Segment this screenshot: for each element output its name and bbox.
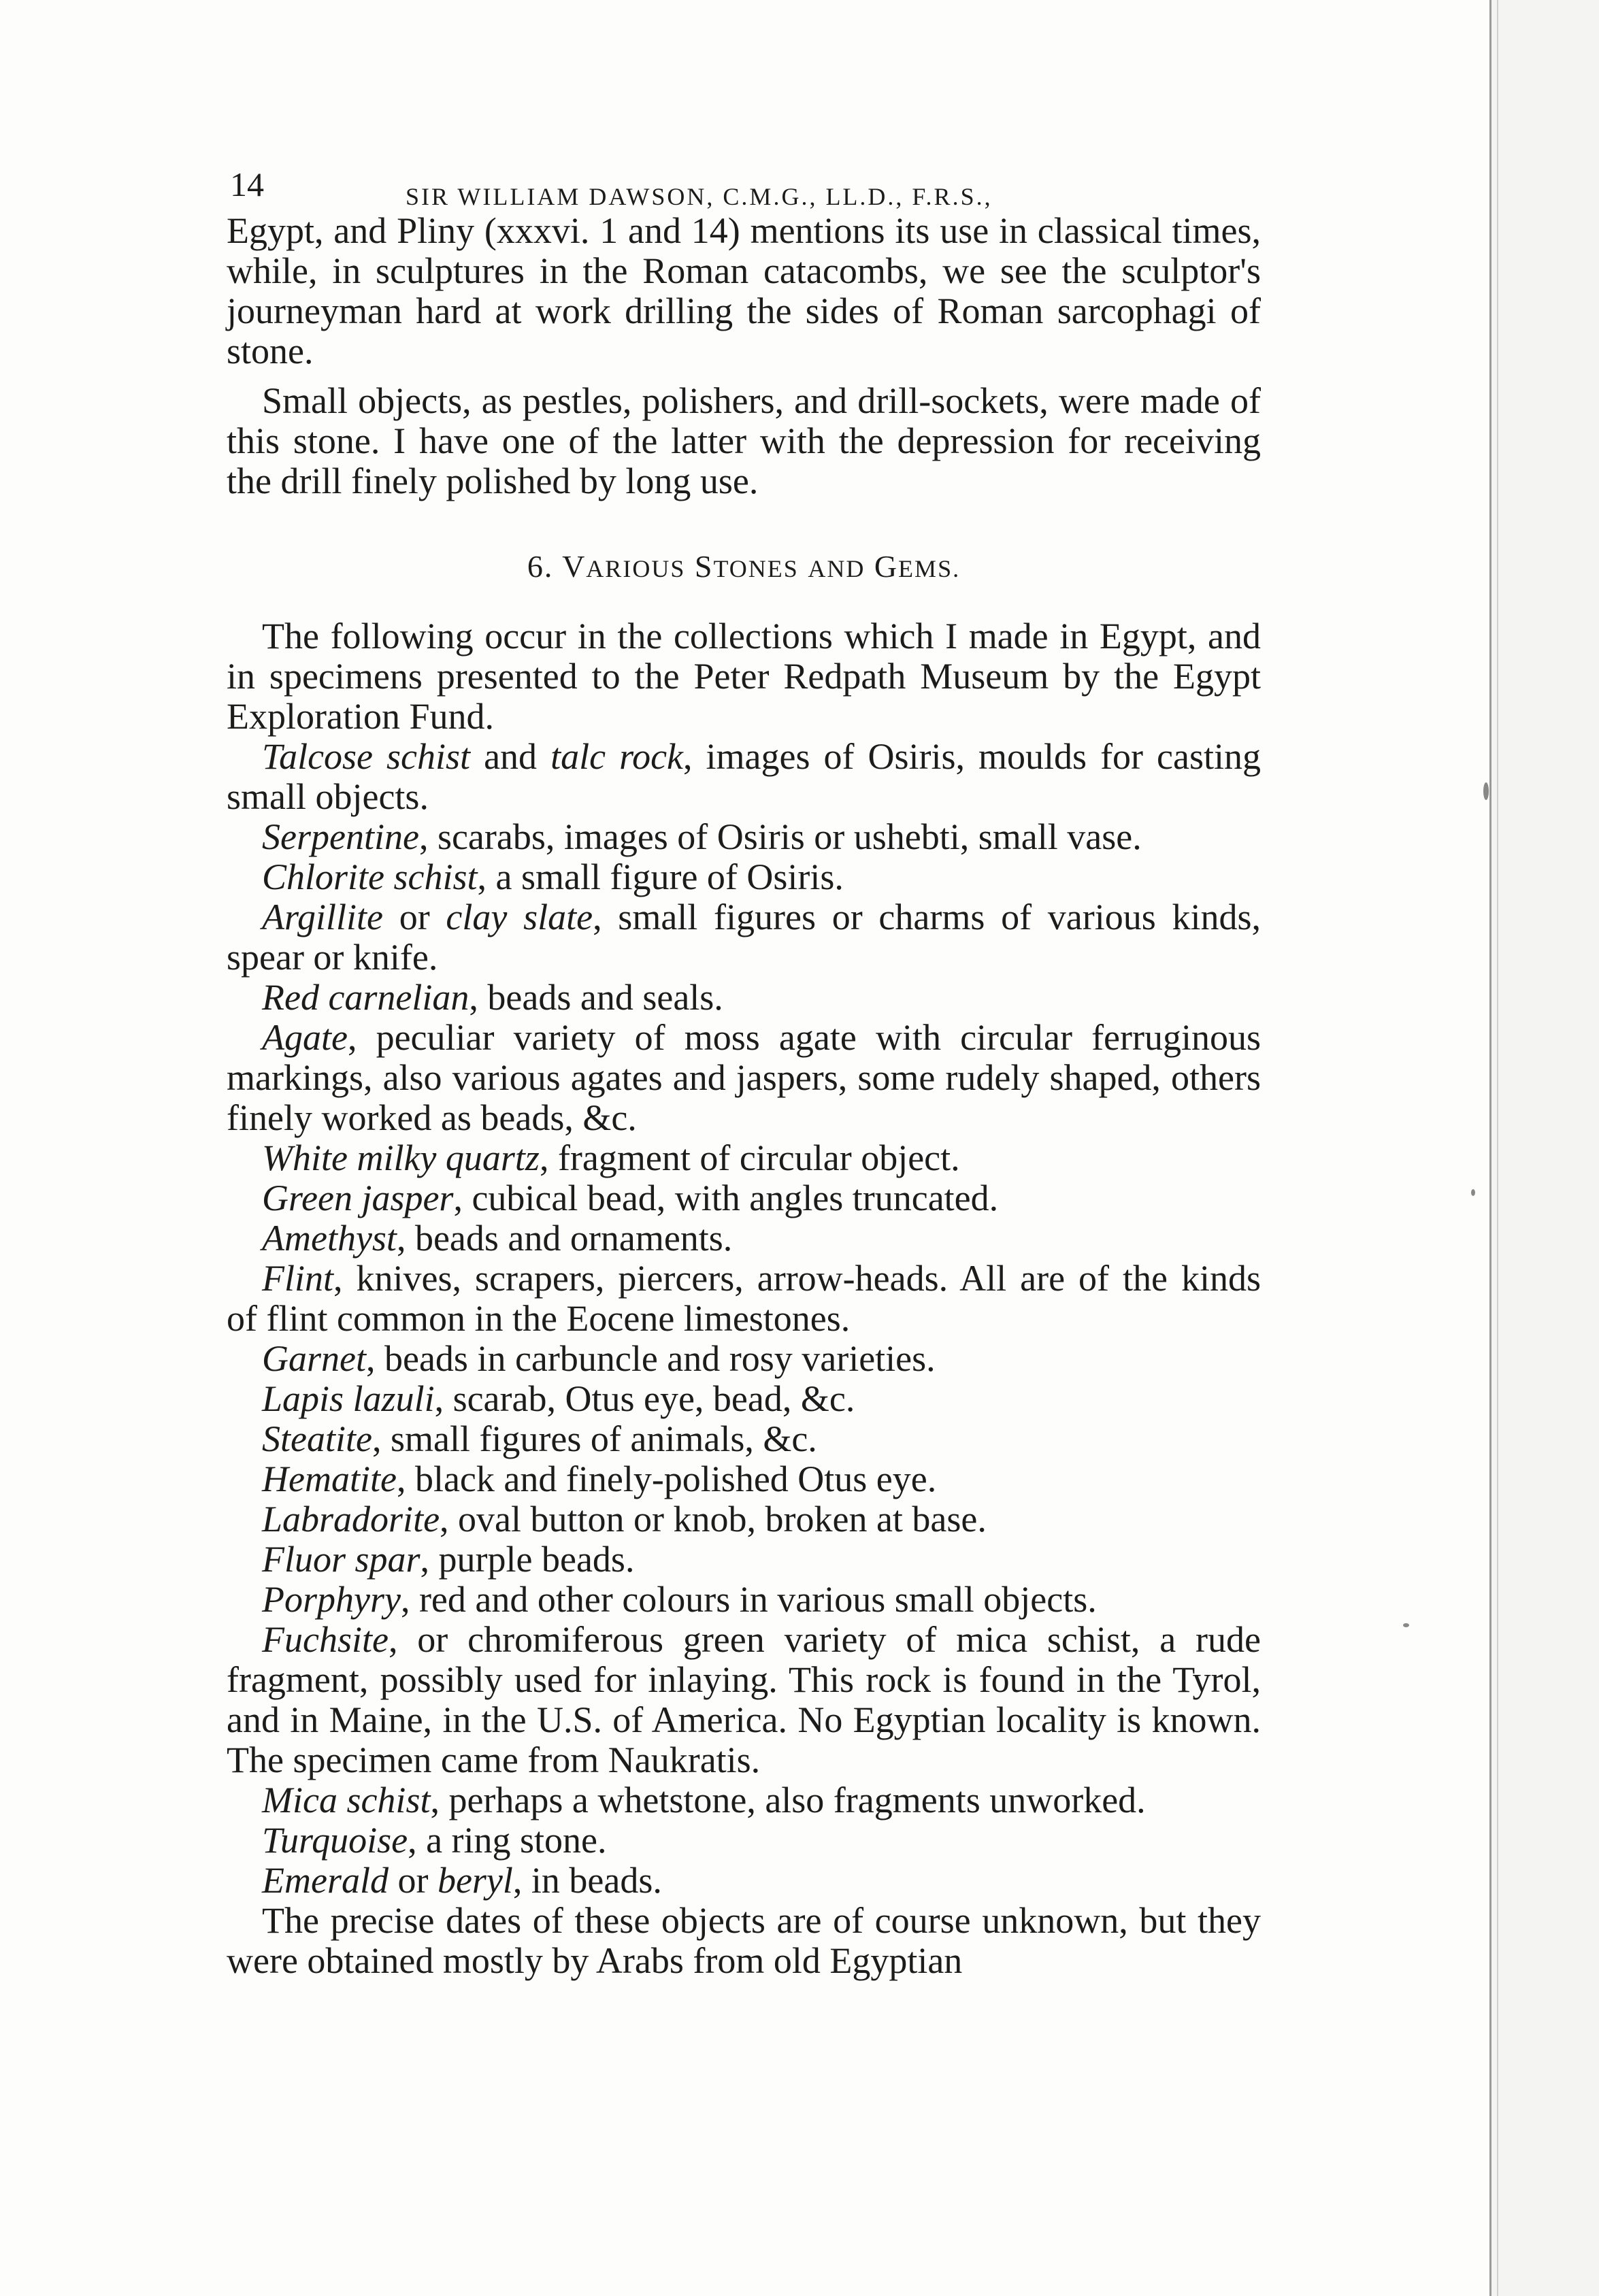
specimen-description: , purple beads. [420,1539,635,1580]
page-edge-line [1497,0,1498,2296]
specimen-entry [227,1580,1261,1620]
specimen-description: , perhaps a whetstone, also fragments unworked. [430,1780,1146,1820]
specimen-entry [227,1459,1261,1499]
specimen-description: , black and finely-polished Otus eye. [396,1459,937,1499]
specimen-description: , scarab, Otus eye, bead, &c. [434,1378,855,1419]
paragraph-closing: The precise dates of these objects are of course unknown, but they were obtained mostly by Arabs from old Egyptian [227,1900,1261,1981]
specimen-entry [227,817,1261,857]
specimen-description: , fragment of circular object. [539,1137,960,1178]
specimen-name: Red carnelian [262,977,469,1018]
section-number: 6. [527,549,554,584]
specimen-description: , a small figure of Osiris. [477,856,844,897]
specimen-name: Chlorite schist [262,856,478,897]
specimen-entry [227,978,1261,1018]
specimen-entry [227,1780,1261,1820]
specimen-name: Green jasper [262,1178,454,1218]
specimen-description: , red and other colours in various small objects. [400,1579,1097,1620]
specimen-name: Fluor spar [262,1539,421,1580]
specimen-description: and [470,736,551,777]
specimen-name: Amethyst [262,1218,397,1259]
specimen-description: , oval button or knob, broken at base. [440,1499,987,1540]
page-number: 14 [230,165,264,203]
specimen-entry [227,897,1261,978]
specimen-entry [227,1259,1261,1339]
paragraph-intro: The following occur in the collections which I made in Egypt, and in specimens presented to the Peter Redpath Museum by the Egypt Exploration Fund. [227,616,1261,737]
specimen-name: Serpentine [262,816,419,857]
specimen-entry [227,1138,1261,1178]
specimen-list [227,737,1261,1901]
speck [1403,1623,1409,1627]
specimen-name: Argillite [262,897,383,937]
specimen-entry [227,1419,1261,1459]
specimen-name: talc rock [550,736,684,777]
specimen-name: Steatite [262,1418,372,1459]
specimen-name: Flint [262,1258,333,1299]
specimen-name: Fuchsite [262,1619,389,1660]
specimen-description: , beads and ornaments. [396,1218,733,1259]
specimen-name: Labradorite [262,1499,440,1540]
specimen-entry [227,1820,1261,1861]
specimen-description: , knives, scrapers, piercers, arrow-heads. All are of the kinds of flint common in the Eocene limestones. [227,1258,1261,1339]
specimen-entry [227,1218,1261,1259]
specimen-name: Emerald [262,1860,389,1901]
specimen-entry [227,1178,1261,1218]
page-edge [1489,0,1599,2296]
specimen-description: , in beads. [512,1860,662,1901]
section-title: VARIOUS STONES AND GEMS. [562,549,961,584]
specimen-description: , peculiar variety of moss agate with circular ferruginous markings, also various agates and jaspers, some rudely shaped, others finely worked as beads, &c. [227,1017,1261,1138]
speck [1483,782,1489,800]
specimen-entry [227,857,1261,897]
specimen-description: , a ring stone. [408,1820,607,1861]
specimen-name: White milky quartz [262,1137,540,1178]
specimen-entry [227,1540,1261,1580]
page-text [227,156,1261,1981]
paragraph-continuation: Egypt, and Pliny (xxxvi. 1 and 14) mentions its use in classical times, while, in sculptures in the Roman catacombs, we see the sculptor's journeyman hard at work drilling the sides of Roman sarcophagi of stone. [227,210,1261,371]
specimen-description: , beads in carbuncle and rosy varieties. [365,1338,936,1379]
specimen-name: Lapis lazuli [262,1378,435,1419]
specimen-entry [227,1499,1261,1540]
running-title: SIR WILLIAM DAWSON, C.M.G., LL.D., F.R.S., [406,183,993,210]
specimen-description: , small figures or charms of various kinds, spear or knife. [227,897,1261,978]
specimen-name: Turquoise [262,1820,408,1861]
specimen-name: Garnet [262,1338,366,1379]
specimen-name: Porphyry [262,1579,401,1620]
specimen-name: Agate [262,1017,348,1058]
specimen-description: , or chromiferous green variety of mica schist, a rude fragment, possibly used for inlaying. This rock is found in the Tyrol, and in Maine, in the U.S. of America. No Egyptian locality is known. The specimen came from Naukratis. [227,1619,1261,1780]
paragraph-small-objects: Small objects, as pestles, polishers, and drill-sockets, were made of this stone. I have one of the latter with the depression for receiving the drill finely polished by long use. [227,380,1261,501]
specimen-description: , cubical bead, with angles truncated. [453,1178,999,1218]
specimen-description: , images of Osiris, moulds for casting small objects. [227,736,1262,817]
specimen-description: or [382,897,446,937]
specimen-description: , small figures of animals, &c. [372,1418,817,1459]
specimen-name: Mica schist [262,1780,431,1820]
speck [1471,1189,1475,1196]
specimen-description: , beads and seals. [469,977,723,1018]
specimen-entry [227,1620,1261,1780]
specimen-name: Talcose schist [262,736,471,777]
specimen-description: or [388,1860,438,1901]
specimen-entry [227,1018,1261,1138]
section-heading [227,546,1261,589]
specimen-name: clay slate [446,897,593,937]
specimen-description: , scarabs, images of Osiris or ushebti, small vase. [418,816,1142,857]
specimen-name: Hematite [262,1459,397,1499]
specimen-entry [227,1861,1261,1901]
specimen-entry [227,1379,1261,1419]
specimen-name: beryl [437,1860,513,1901]
specimen-entry [227,1339,1261,1379]
specimen-entry [227,737,1261,817]
running-head [227,156,1261,211]
